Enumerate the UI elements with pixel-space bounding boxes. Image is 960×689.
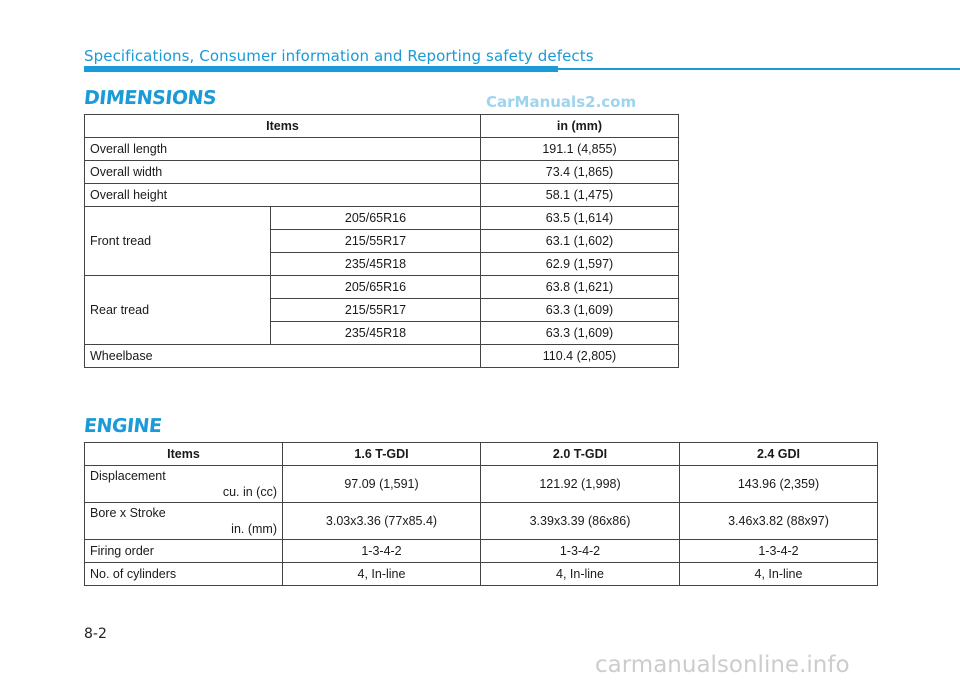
row-value: 143.96 (2,359): [680, 466, 878, 503]
engine-table: [84, 442, 878, 586]
header-rule-thin: [558, 68, 960, 70]
row-value: 63.3 (1,609): [481, 322, 679, 345]
row-value: 63.1 (1,602): [481, 230, 679, 253]
row-label-cell: [85, 466, 283, 503]
table-row: [85, 345, 679, 368]
row-value: 3.03x3.36 (77x85.4): [283, 503, 481, 540]
row-value: 3.39x3.39 (86x86): [481, 503, 680, 540]
dimensions-title: DIMENSIONS: [82, 87, 218, 109]
row-value: 4, In-line: [680, 563, 878, 586]
row-label: Displacement: [90, 468, 166, 483]
row-unit: in. (mm): [231, 521, 277, 536]
column-header-unit: in (mm): [481, 115, 679, 138]
table-row: [85, 503, 878, 540]
table-row: [85, 184, 679, 207]
tire-size: 235/45R18: [271, 253, 481, 276]
table-row: [85, 207, 679, 230]
footer-watermark: carmanualsonline.info: [595, 652, 850, 678]
column-header-2-0-tgdi: 2.0 T-GDI: [481, 443, 680, 466]
row-value: 73.4 (1,865): [481, 161, 679, 184]
row-label-cell: [85, 503, 283, 540]
table-row: [85, 138, 679, 161]
tire-size: 215/55R17: [271, 230, 481, 253]
row-label: Overall height: [85, 184, 481, 207]
row-value: 4, In-line: [481, 563, 680, 586]
column-header-2-4-gdi: 2.4 GDI: [680, 443, 878, 466]
row-value: 63.3 (1,609): [481, 299, 679, 322]
row-value: 1-3-4-2: [680, 540, 878, 563]
row-label: Rear tread: [85, 276, 271, 345]
row-value: 58.1 (1,475): [481, 184, 679, 207]
page-number: 8-2: [84, 626, 107, 642]
row-value: 1-3-4-2: [283, 540, 481, 563]
row-value: 97.09 (1,591): [283, 466, 481, 503]
row-unit: cu. in (cc): [222, 484, 277, 499]
table-row: [85, 466, 878, 503]
dimensions-table: [84, 114, 679, 368]
table-header-row: [85, 115, 679, 138]
column-header-items: Items: [85, 443, 283, 466]
page-header-title: Specifications, Consumer information and Reporting safety defects: [84, 47, 594, 65]
row-value: 1-3-4-2: [481, 540, 680, 563]
table-row: [85, 161, 679, 184]
row-label: No. of cylinders: [85, 563, 283, 586]
column-header-1-6-tgdi: 1.6 T-GDI: [283, 443, 481, 466]
row-value: 62.9 (1,597): [481, 253, 679, 276]
watermark-text: CarManuals2.com: [486, 93, 637, 111]
column-header-items: Items: [85, 115, 481, 138]
row-value: 63.8 (1,621): [481, 276, 679, 299]
row-value: 121.92 (1,998): [481, 466, 680, 503]
row-label: Overall width: [85, 161, 481, 184]
row-label: Wheelbase: [85, 345, 481, 368]
table-row: [85, 540, 878, 563]
row-value: 63.5 (1,614): [481, 207, 679, 230]
engine-title: ENGINE: [82, 415, 163, 437]
tire-size: 205/65R16: [271, 276, 481, 299]
tire-size: 215/55R17: [271, 299, 481, 322]
row-label: Firing order: [85, 540, 283, 563]
row-label: Bore x Stroke: [90, 505, 166, 520]
tire-size: 235/45R18: [271, 322, 481, 345]
table-row: [85, 276, 679, 299]
row-value: 3.46x3.82 (88x97): [680, 503, 878, 540]
row-label: Overall length: [85, 138, 481, 161]
row-value: 4, In-line: [283, 563, 481, 586]
table-header-row: [85, 443, 878, 466]
header-rule-thick: [84, 66, 558, 72]
tire-size: 205/65R16: [271, 207, 481, 230]
row-label: Front tread: [85, 207, 271, 276]
table-row: [85, 563, 878, 586]
row-value: 110.4 (2,805): [481, 345, 679, 368]
row-value: 191.1 (4,855): [481, 138, 679, 161]
